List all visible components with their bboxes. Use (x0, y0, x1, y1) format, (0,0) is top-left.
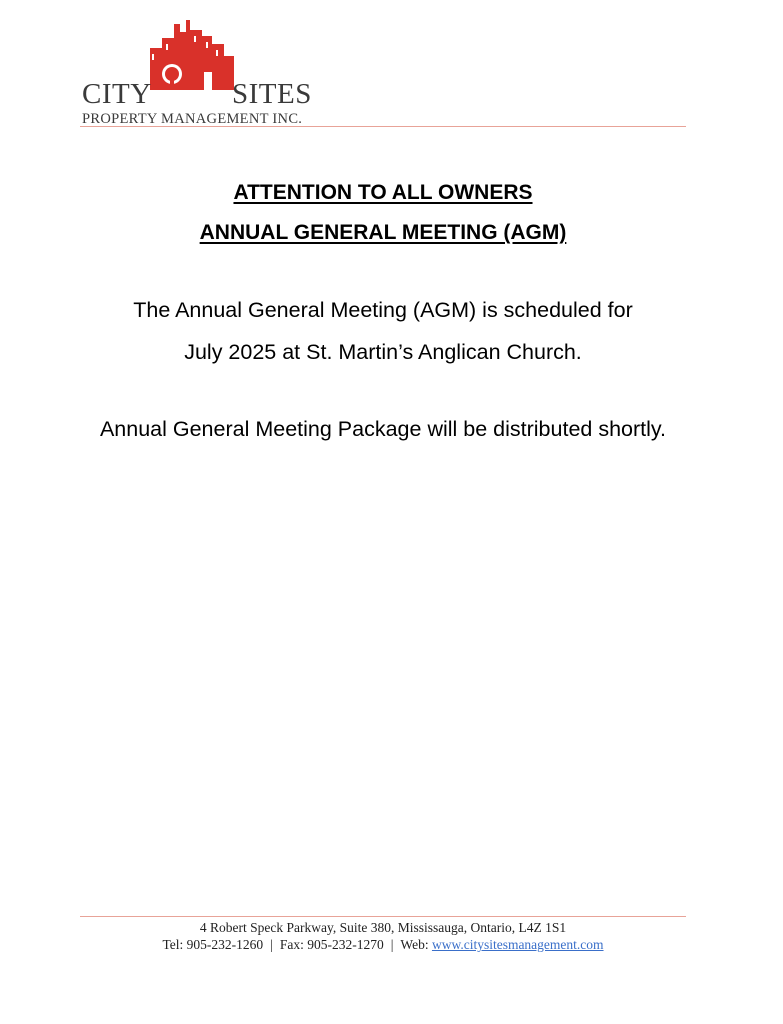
header-divider (80, 126, 686, 127)
footer-divider (80, 916, 686, 917)
meeting-schedule-line-2: July 2025 at St. Martin’s Anglican Church. (184, 340, 582, 364)
footer-separator: | (270, 937, 273, 952)
meeting-schedule-line-1: The Annual General Meeting (AGM) is scheduled for (133, 298, 633, 322)
footer-tel: Tel: 905-232-1260 (162, 937, 264, 952)
company-logo (80, 20, 320, 127)
footer-contact (80, 936, 686, 954)
notice-heading-agm: ANNUAL GENERAL MEETING (AGM) (199, 221, 567, 244)
package-distribution-note: Annual General Meeting Package will be distributed shortly. (99, 417, 667, 441)
logo-subtitle: PROPERTY MANAGEMENT INC. (82, 111, 303, 127)
footer-separator: | (390, 937, 394, 952)
logo-word-city: CITY (82, 78, 152, 110)
logo-word-sites: SITES (232, 78, 312, 110)
footer-address: 4 Robert Speck Parkway, Suite 380, Mississauga, Ontario, L4Z 1S1 (199, 920, 567, 935)
footer-web-label: Web: (400, 937, 429, 952)
footer-fax: Fax: 905-232-1270 (279, 937, 384, 952)
website-link[interactable]: www.citysitesmanagement.com (431, 937, 604, 952)
notice-heading-owners: ATTENTION TO ALL OWNERS (233, 181, 533, 204)
